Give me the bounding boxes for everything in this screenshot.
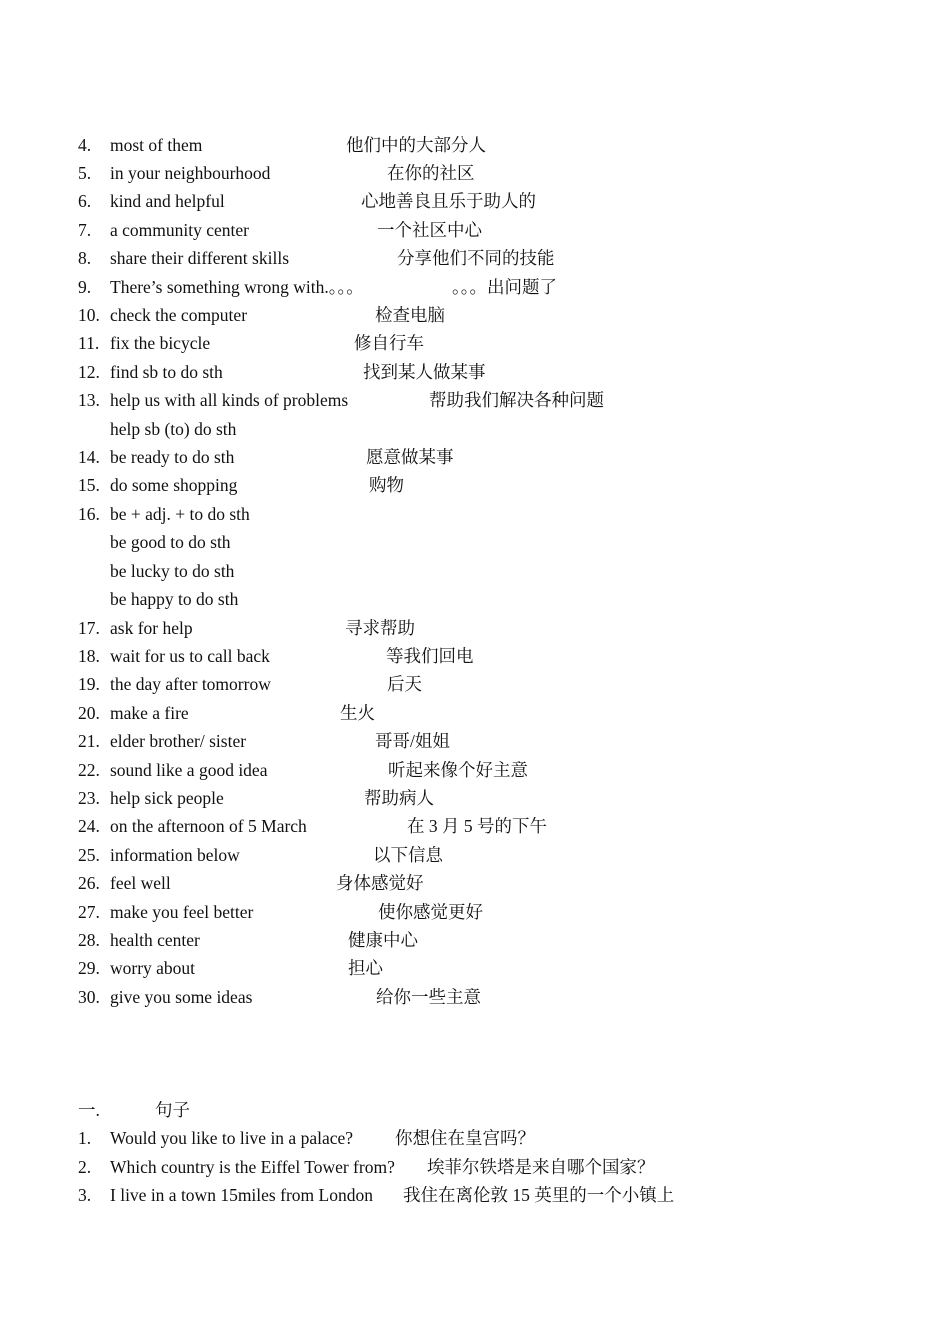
chinese-translation: 分享他们不同的技能 <box>397 248 555 268</box>
item-number: 8. <box>78 248 92 268</box>
english-phrase: kind and helpful <box>110 191 225 211</box>
chinese-translation: 心地善良且乐于助人的 <box>361 191 536 211</box>
english-phrase: be ready to do sth <box>110 447 235 467</box>
english-phrase: make a fire <box>110 703 189 723</box>
item-number: 11. <box>78 333 100 353</box>
item-number: 6. <box>78 191 92 211</box>
chinese-translation: 健康中心 <box>348 930 418 950</box>
item-number: 19. <box>78 674 100 694</box>
english-phrase: most of them <box>110 135 203 155</box>
item-number: 7. <box>78 220 92 240</box>
item-number: 23. <box>78 788 100 808</box>
item-number: 28. <box>78 930 100 950</box>
english-phrase: sound like a good idea <box>110 760 268 780</box>
chinese-translation: 寻求帮助 <box>345 618 415 638</box>
item-number: 14. <box>78 447 100 467</box>
english-phrase: information below <box>110 845 240 865</box>
english-phrase: do some shopping <box>110 475 238 495</box>
chinese-translation: 一个社区中心 <box>377 220 482 240</box>
english-phrase: the day after tomorrow <box>110 674 271 694</box>
chinese-translation: 帮助病人 <box>364 788 434 808</box>
english-phrase: in your neighbourhood <box>110 163 271 183</box>
english-phrase: check the computer <box>110 305 248 325</box>
english-sentence: Would you like to live in a palace? <box>110 1128 354 1148</box>
english-phrase: on the afternoon of 5 March <box>110 816 307 836</box>
chinese-translation: 在 3 月 5 号的下午 <box>407 816 547 836</box>
chinese-translation: 愿意做某事 <box>366 447 454 467</box>
item-number: 3. <box>78 1185 92 1205</box>
chinese-translation: 你想住在皇宫吗？ <box>395 1128 535 1148</box>
item-number: 2. <box>78 1157 92 1177</box>
english-sentence: I live in a town 15miles from London <box>110 1185 373 1205</box>
item-number: 24. <box>78 816 100 836</box>
item-number: 9. <box>78 277 92 297</box>
english-phrase: There’s something wrong with.。。。 <box>110 277 364 297</box>
chinese-translation: 等我们回电 <box>386 646 474 666</box>
english-phrase: be happy to do sth <box>110 589 239 609</box>
english-phrase: help us with all kinds of problems <box>110 390 349 410</box>
item-number: 29. <box>78 958 100 978</box>
item-number: 17. <box>78 618 100 638</box>
section-number: 一. <box>78 1100 100 1120</box>
english-phrase: give you some ideas <box>110 987 253 1007</box>
item-number: 27. <box>78 902 100 922</box>
english-phrase: find sb to do sth <box>110 362 223 382</box>
english-phrase: help sick people <box>110 788 224 808</box>
chinese-translation: 生火 <box>340 703 375 723</box>
item-number: 4. <box>78 135 92 155</box>
chinese-translation: 身体感觉好 <box>336 873 424 893</box>
chinese-translation: 后天 <box>387 674 422 694</box>
english-phrase: make you feel better <box>110 902 254 922</box>
item-number: 26. <box>78 873 100 893</box>
item-number: 10. <box>78 305 100 325</box>
chinese-translation: 修自行车 <box>354 333 424 353</box>
item-number: 21. <box>78 731 100 751</box>
english-phrase: fix the bicycle <box>110 333 211 353</box>
english-sentence: Which country is the Eiffel Tower from? <box>110 1157 395 1177</box>
item-number: 5. <box>78 163 92 183</box>
chinese-translation: 检查电脑 <box>375 305 445 325</box>
chinese-translation: 帮助我们解决各种问题 <box>429 390 604 410</box>
item-number: 16. <box>78 504 100 524</box>
item-number: 22. <box>78 760 100 780</box>
item-number: 18. <box>78 646 100 666</box>
chinese-translation: 购物 <box>369 475 404 495</box>
english-phrase: be lucky to do sth <box>110 561 235 581</box>
chinese-translation: 以下信息 <box>373 845 443 865</box>
chinese-translation: 听起来像个好主意 <box>388 760 528 780</box>
chinese-translation: 他们中的大部分人 <box>346 135 486 155</box>
english-phrase: a community center <box>110 220 249 240</box>
chinese-translation: 。。。出问题了 <box>452 277 557 297</box>
item-number: 13. <box>78 390 100 410</box>
english-phrase: be good to do sth <box>110 532 231 552</box>
item-number: 15. <box>78 475 100 495</box>
item-number: 20. <box>78 703 100 723</box>
chinese-translation: 在你的社区 <box>387 163 475 183</box>
english-phrase: help sb (to) do sth <box>110 419 237 439</box>
chinese-translation: 给你一些主意 <box>376 987 481 1007</box>
english-phrase: be + adj. + to do sth <box>110 504 250 524</box>
english-phrase: share their different skills <box>110 248 289 268</box>
item-number: 30. <box>78 987 100 1007</box>
english-phrase: worry about <box>110 958 196 978</box>
section-title: 句子 <box>155 1100 190 1120</box>
chinese-translation: 哥哥/姐姐 <box>375 731 450 751</box>
chinese-translation: 担心 <box>348 958 383 978</box>
english-phrase: elder brother/ sister <box>110 731 247 751</box>
item-number: 12. <box>78 362 100 382</box>
english-phrase: health center <box>110 930 200 950</box>
english-phrase: wait for us to call back <box>110 646 270 666</box>
chinese-translation: 我住在离伦敦 15 英里的一个小镇上 <box>403 1185 675 1205</box>
chinese-translation: 埃菲尔铁塔是来自哪个国家？ <box>427 1157 655 1177</box>
chinese-translation: 使你感觉更好 <box>378 902 483 922</box>
english-phrase: feel well <box>110 873 171 893</box>
item-number: 25. <box>78 845 100 865</box>
chinese-translation: 找到某人做某事 <box>363 362 486 382</box>
english-phrase: ask for help <box>110 618 193 638</box>
item-number: 1. <box>78 1128 92 1148</box>
